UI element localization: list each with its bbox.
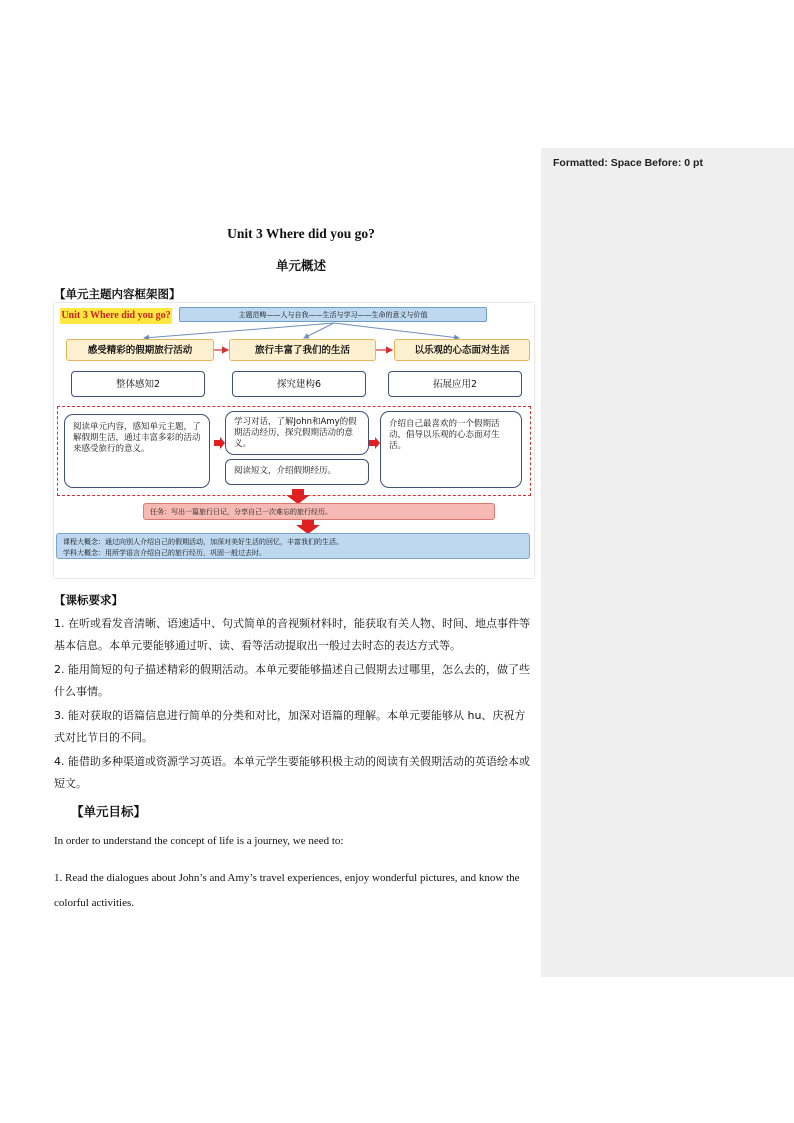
sub-perceive: 整体感知2 [71,371,205,397]
stage-2: 旅行丰富了我们的生活 [229,339,376,361]
stage-3: 以乐观的心态面对生活 [394,339,530,361]
stage-1: 感受精彩的假期旅行活动 [66,339,214,361]
goals-heading: 【单元目标】 [71,804,147,819]
comment-title: Formatted: Space Before: 0 pt [553,157,703,169]
overview-heading: 单元概述 [275,258,326,273]
theme-bar: 主题范畴——人与自我——生活与学习——生命的意义与价值 [179,307,487,322]
card-left: 阅读单元内容，感知单元主题，了解假期生活，通过丰富多彩的活动来感受旅行的意义。 [64,414,210,488]
standard-1: 1. 在听或看发音清晰、语速适中、句式简单的音视频材料时，能获取有关人物、时间、地点事件等基本信息。本单元要能够通过听、读、看等活动提取出一般过去时态的表达方式等。 [54,617,530,652]
standard-4: 4. 能借助多种渠道或资源学习英语。本单元学生要能够积极主动的阅读有关假期活动的英语绘本或短文。 [54,755,530,790]
task-bar: 任务：写出一篇旅行日记，分享自己一次难忘的旅行经历。 [143,503,495,520]
card-mid-top: 学习对话，了解John和Amy的假期活动经历，探究假期活动的意义。 [225,411,369,455]
standards-heading: 【课标要求】 [54,593,123,607]
card-mid-bottom: 阅读短文，介绍假期经历。 [225,459,369,485]
concept-subject: 学科大概念：用所学语言介绍自己的旅行经历，巩固一般过去时。 [63,549,266,557]
card-right: 介绍自己最喜欢的一个假期活动，倡导以乐观的心态面对生活。 [380,411,522,488]
unit-tag: Unit 3 Where did you go? [60,308,172,324]
standard-2: 2. 能用简短的句子描述精彩的假期活动。本单元要能够描述自己假期去过哪里，怎么去的，做了些什么事情。 [54,663,530,698]
goal-1: 1. Read the dialogues about John’s and Amy’s travel experiences, enjoy wonderful pictures, and know the colorful activities. [54,872,520,909]
standard-3: 3. 能对获取的语篇信息进行简单的分类和对比，加深对语篇的理解。本单元要能够从 hu、庆祝方式对比节日的不同。 [54,709,526,744]
sub-explore: 探究建构6 [232,371,366,397]
sub-apply: 拓展应用2 [388,371,522,397]
unit-title: Unit 3 Where did you go? [227,226,375,241]
framework-heading: 【单元主题内容框架图】 [54,287,181,301]
framework-diagram [54,303,534,578]
concept-course: 课程大概念：通过向别人介绍自己的假期活动，加深对美好生活的回忆，丰富我们的生活。 [63,538,343,546]
concept-bar [56,533,530,559]
goals-intro: In order to understand the concept of life is a journey, we need to: [54,835,344,847]
